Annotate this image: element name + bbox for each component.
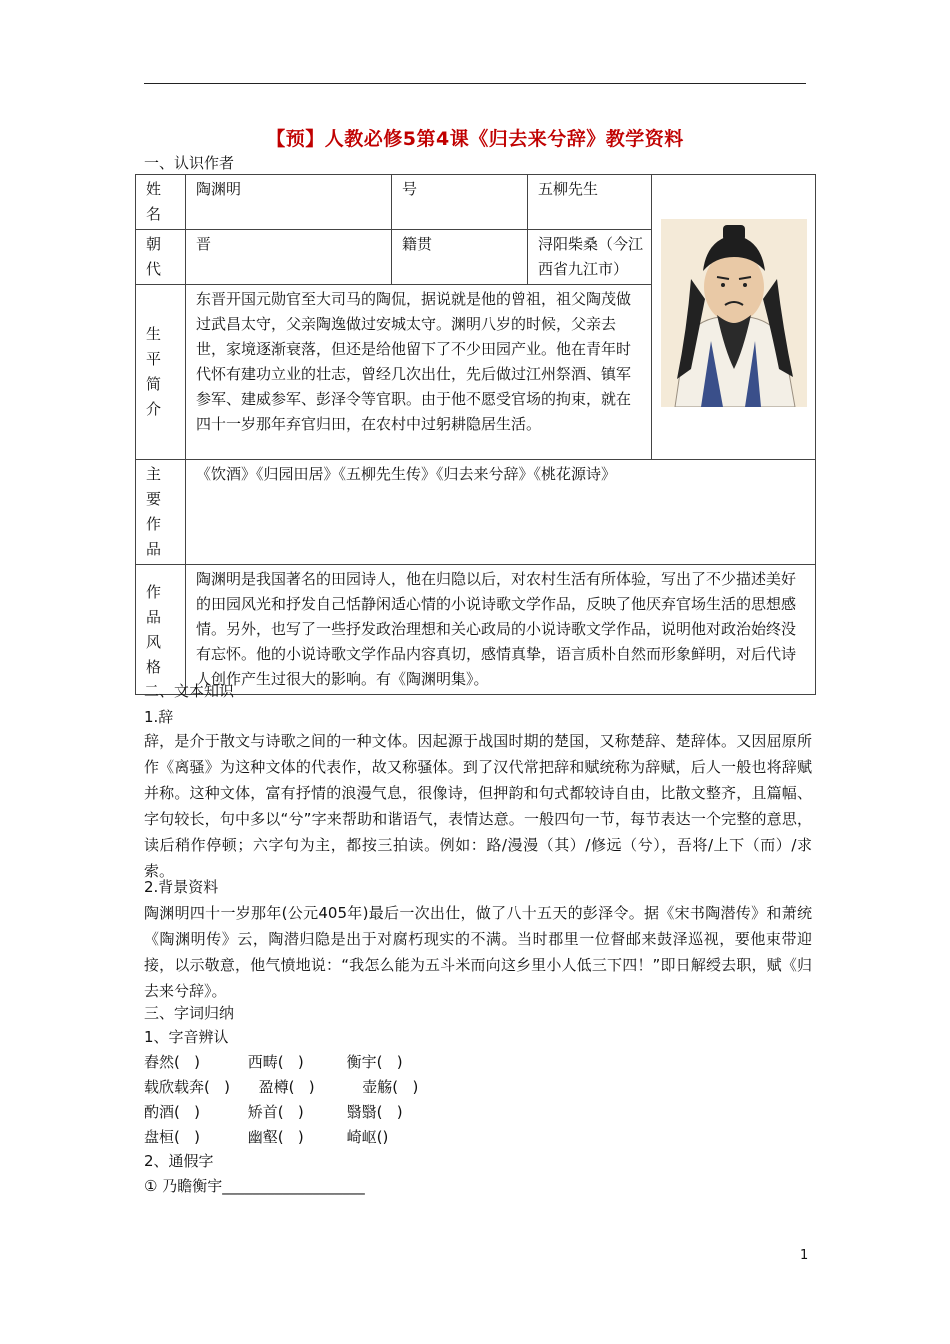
tongjia-heading: 2、通假字 xyxy=(144,1152,214,1170)
pronunciation-row: 载欣载奔( ) 盈樽( ) 壶觞( ) xyxy=(144,1078,419,1096)
origin-value: 浔阳柴桑（今江西省九江市） xyxy=(528,230,652,285)
pronunciation-heading: 1、字音辨认 xyxy=(144,1028,229,1046)
page-number: 1 xyxy=(800,1248,809,1263)
works-label: 主 要 作 品 xyxy=(136,460,186,565)
section-heading-text: 二、文本知识 xyxy=(144,682,235,700)
dynasty-value: 晋 xyxy=(186,230,392,285)
table-row xyxy=(136,175,816,230)
bio-value: 东晋开国元勋官至大司马的陶侃，据说就是他的曾祖，祖父陶茂做过武昌太守，父亲陶逸做过安城太守。渊明八岁的时候，父亲去世，家境逐渐衰落，但还是给他留下了不少田园产业。他在青年时代怀有建功立业的壮志，曾经几次出仕，先后做过江州祭酒、镇军参军、建威参军、彭泽令等官职。由于他不愿受官场的拘束，就在四十一岁那年弃官归田，在农村中过躬耕隐居生活。 xyxy=(186,285,652,460)
background-heading: 2.背景资料 xyxy=(144,878,219,896)
author-info-table xyxy=(135,174,816,695)
tongjia-item: ① 乃瞻衡宇___________________ xyxy=(144,1177,365,1195)
hao-value: 五柳先生 xyxy=(528,175,652,230)
document-title: 【预】人教必修5第4课《归去来兮辞》教学资料 xyxy=(266,128,684,150)
section-heading-author: 一、认识作者 xyxy=(144,154,235,172)
pronunciation-row: 盘桓( ) 幽壑( ) 崎岖() xyxy=(144,1128,389,1146)
header-rule xyxy=(144,83,806,84)
origin-label: 籍贯 xyxy=(392,230,528,285)
style-value: 陶渊明是我国著名的田园诗人，他在归隐以后，对农村生活有所体验，写出了不少描述美好的田园风光和抒发自己恬静闲适心情的小说诗歌文学作品，反映了他厌弃官场生活的思想感情。另外，也写了一些抒发政治理想和关心政局的小说诗歌文学作品，说明他对政治始终没有忘怀。他的小说诗歌文学作品内容真切，感情真挚，语言质朴自然而形象鲜明，对后代诗人创作产生过很大的影响。有《陶渊明集》。 xyxy=(186,565,816,695)
dynasty-label: 朝 代 xyxy=(136,230,186,285)
table-row xyxy=(136,460,816,565)
portrait-cell xyxy=(652,175,816,460)
section-heading-words: 三、字词归纳 xyxy=(144,1004,235,1022)
name-label: 姓 名 xyxy=(136,175,186,230)
pronunciation-row: 舂然( ) 西畴( ) 衡宇( ) xyxy=(144,1053,403,1071)
ci-paragraph: 辞，是介于散文与诗歌之间的一种文体。因起源于战国时期的楚国，又称楚辞、楚辞体。又因屈原所作《离骚》为这种文体的代表作，故又称骚体。到了汉代常把辞和赋统称为辞赋，后人一般也将辞赋并称。这种文体，富有抒情的浪漫气息，很像诗，但押韵和句式都较诗自由，比散文整齐，且篇幅、字句较长，句中多以“兮”字来帮助和谐语气，表情达意。一般四句一节，每节表达一个完整的意思，读后稍作停顿；六字句为主，都按三拍读。例如：路/漫漫（其）/修远（兮），吾将/上下（而）/求索。 xyxy=(144,732,812,880)
bio-label: 生 平 简 介 xyxy=(136,285,186,460)
style-label: 作 品 风 格 xyxy=(136,565,186,695)
name-value: 陶渊明 xyxy=(186,175,392,230)
tao-yuanming-portrait xyxy=(661,219,807,407)
ci-heading: 1.辞 xyxy=(144,708,174,726)
hao-label: 号 xyxy=(392,175,528,230)
background-paragraph: 陶渊明四十一岁那年(公元405年)最后一次出仕，做了八十五天的彭泽令。据《宋书陶潜传》和萧统《陶渊明传》云，陶潜归隐是出于对腐朽现实的不满。当时郡里一位督邮来鼓泽巡视，要他束带迎接，以示敬意，他气愤地说：“我怎么能为五斗米而向这乡里小人低三下四！”即日解绶去职，赋《归去来兮辞》。 xyxy=(144,904,812,1000)
pronunciation-row: 酌酒( ) 矫首( ) 翳翳( ) xyxy=(144,1103,403,1121)
works-value: 《饮酒》《归园田居》《五柳先生传》《归去来兮辞》《桃花源诗》 xyxy=(186,460,816,565)
table-row xyxy=(136,565,816,695)
